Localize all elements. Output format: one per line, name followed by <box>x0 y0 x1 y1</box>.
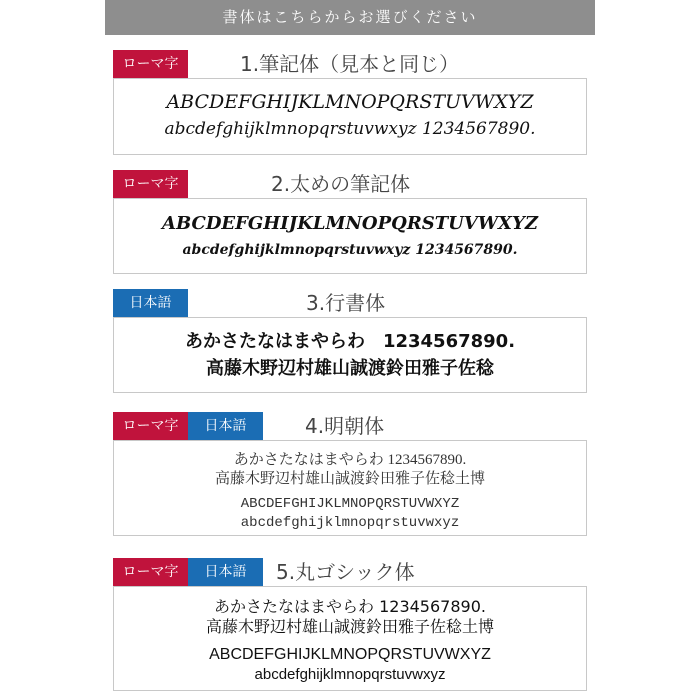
sample-line: abcdefghijklmnopqrstuvwxyz 1234567890. <box>164 119 536 139</box>
font-sample-box <box>113 440 587 536</box>
font-option-gyosho[interactable] <box>113 289 587 393</box>
font-title: 2.太めの筆記体 <box>271 172 411 196</box>
sample-line: ABCDEFGHIJKLMNOPQRSTUVWXYZ <box>166 91 534 113</box>
sample-line: あかさたなはまやらわ 1234567890. <box>184 331 516 352</box>
roman-badge: ローマ字 <box>113 50 188 78</box>
font-sample-box <box>113 317 587 393</box>
font-title: 1.筆記体（見本と同じ） <box>240 52 460 76</box>
roman-badge: ローマ字 <box>113 170 188 198</box>
japanese-badge: 日本語 <box>188 558 263 586</box>
font-title: 3.行書体 <box>306 291 386 315</box>
sample-line: abcdefghijklmnopqrstuvwxyz 1234567890. <box>182 242 518 258</box>
font-title: 5.丸ゴシック体 <box>276 560 415 584</box>
japanese-badge: 日本語 <box>113 289 188 317</box>
sample-line: あかさたなはまやらわ 1234567890. <box>233 452 467 468</box>
font-sample-box <box>113 198 587 274</box>
font-option-cursive[interactable] <box>113 50 587 156</box>
font-sample-box <box>113 78 587 155</box>
roman-badge: ローマ字 <box>113 412 188 440</box>
sample-line: あかさたなはまやらわ 1234567890. <box>214 597 486 616</box>
japanese-badge: 日本語 <box>188 412 263 440</box>
font-title: 4.明朝体 <box>305 414 385 438</box>
sample-line: abcdefghijklmnopqrstuvwxyz <box>240 515 460 531</box>
sample-line: 高藤木野辺村雄山誠渡鈴田雅子佐稔 <box>206 358 494 379</box>
font-option-maru-gothic[interactable] <box>113 558 587 691</box>
sample-line: ABCDEFGHIJKLMNOPQRSTUVWXYZ <box>240 496 460 512</box>
roman-badge: ローマ字 <box>113 558 188 586</box>
font-option-mincho[interactable] <box>113 412 587 536</box>
sample-line: 高藤木野辺村雄山誠渡鈴田雅子佐稔土博 <box>205 617 494 636</box>
sample-line: ABCDEFGHIJKLMNOPQRSTUVWXYZ <box>161 213 539 234</box>
font-option-bold-cursive[interactable] <box>113 170 587 274</box>
sample-line: abcdefghijklmnopqrstuvwxyz <box>254 666 446 683</box>
sample-line: 高藤木野辺村雄山誠渡鈴田雅子佐稔土博 <box>214 471 485 487</box>
sample-line: ABCDEFGHIJKLMNOPQRSTUVWXYZ <box>209 646 491 663</box>
font-sample-box <box>113 586 587 691</box>
page-header: 書体はこちらからお選びください <box>105 0 595 35</box>
